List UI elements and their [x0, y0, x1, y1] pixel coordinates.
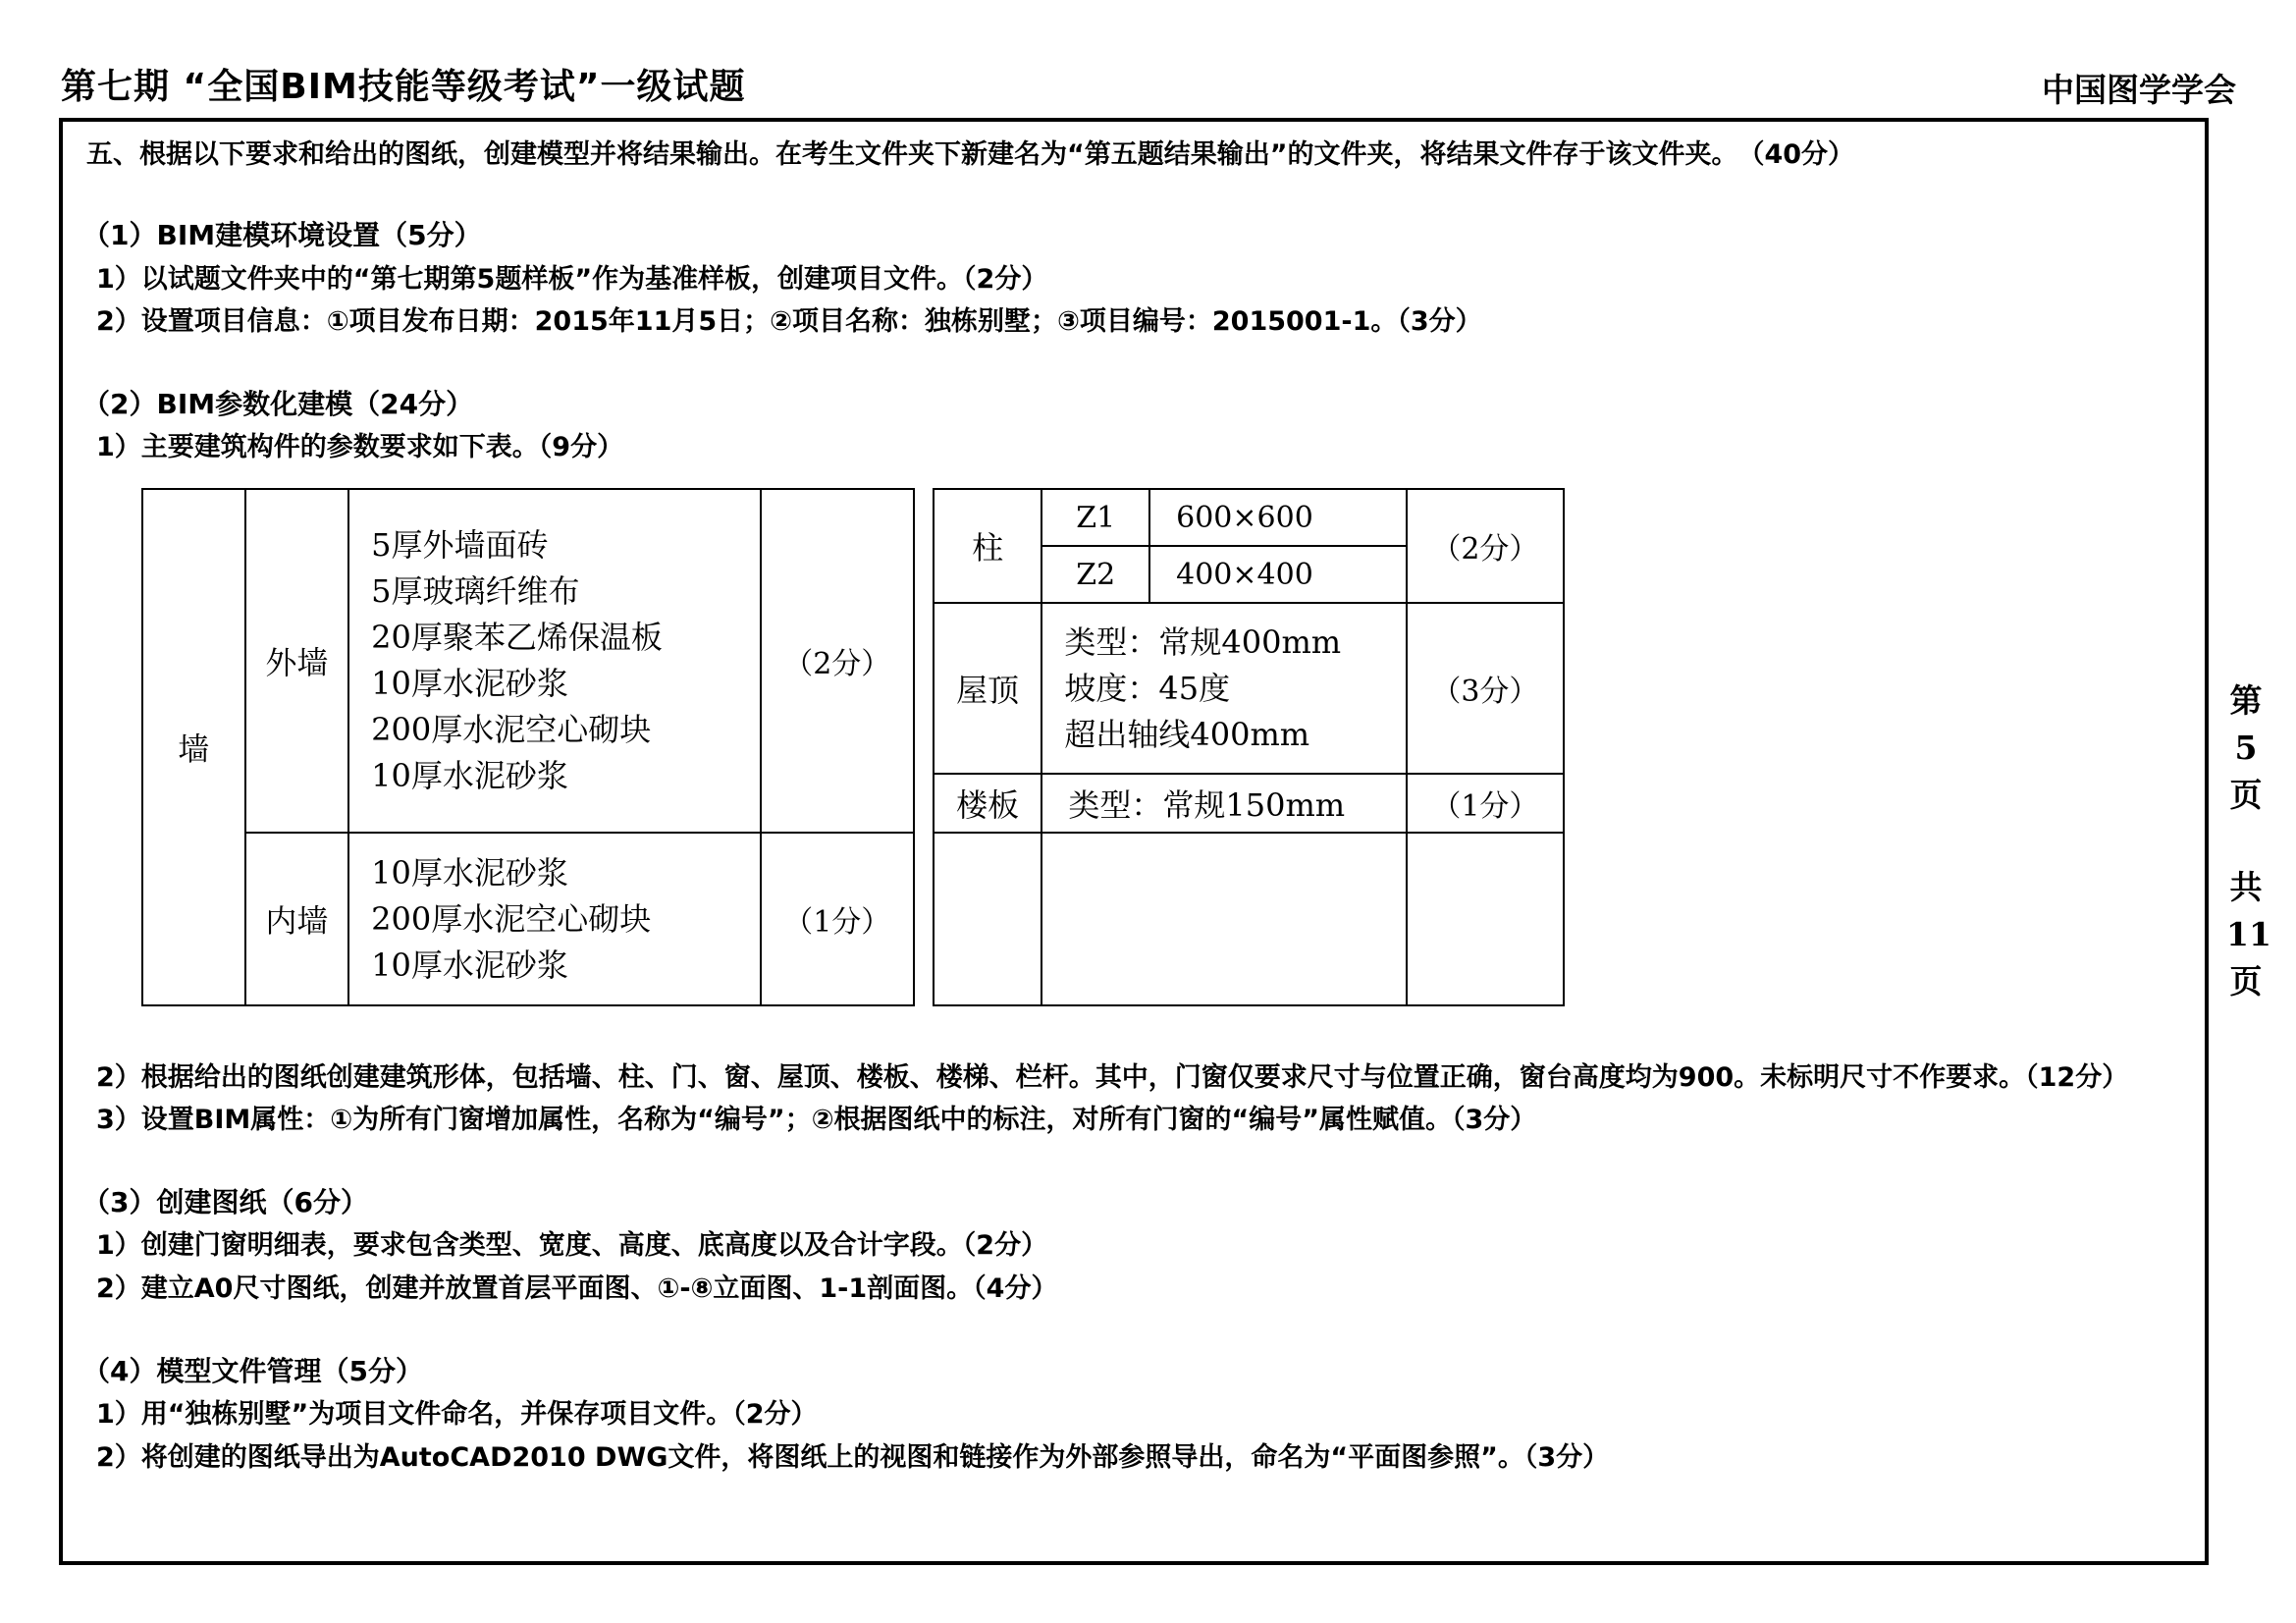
column-z2-name: Z2: [1041, 546, 1149, 603]
floor-params: 类型：常规150mm: [1041, 774, 1406, 833]
column-z2-size: 400×400: [1149, 546, 1407, 603]
wall-layer: 10厚水泥砂浆: [371, 853, 568, 892]
wall-layer: 5厚外墙面砖: [371, 526, 549, 564]
page-char: 5: [2234, 729, 2258, 767]
outer-wall-score: （2分）: [761, 489, 914, 833]
roof-param: 类型：常规400mm: [1064, 622, 1342, 661]
wall-group-label: 墙: [142, 489, 245, 1005]
roof-label: 屋顶: [934, 603, 1041, 774]
outer-wall-layers: [348, 489, 760, 833]
section-4-item: 1）用“独栋别墅”为项目文件命名，并保存项目文件。（2分）: [96, 1399, 818, 1430]
roof-param: 坡度：45度: [1064, 669, 1231, 707]
section-2-item: 1）主要建筑构件的参数要求如下表。（9分）: [96, 432, 624, 462]
organization-name: 中国图学学会: [2042, 71, 2236, 109]
column-score: （2分）: [1407, 489, 1564, 603]
section-4-item: 2）将创建的图纸导出为AutoCAD2010 DWG文件，将图纸上的视图和链接作为外部参照导出，命名为“平面图参照”。（3分）: [96, 1442, 1610, 1473]
wall-layer: 20厚聚苯乙烯保温板: [371, 619, 663, 656]
exam-title: 第七期 “全国BIM技能等级考试”一级试题: [61, 67, 746, 107]
inner-wall-layers: [348, 833, 760, 1005]
section-1-item: 2）设置项目信息：①项目发布日期：2015年11月5日；②项目名称：独栋别墅；③项目编号：2015001-1。（3分）: [96, 306, 1482, 337]
section-4-title: （4）模型文件管理（5分）: [82, 1355, 423, 1387]
column-z1-name: Z1: [1041, 489, 1149, 546]
section-3-item: 1）创建门窗明细表，要求包含类型、宽度、高度、底高度以及合计字段。（2分）: [96, 1230, 1048, 1261]
section-3-item: 2）建立A0尺寸图纸，创建并放置首层平面图、①-⑧立面图、1-1剖面图。（4分）: [96, 1273, 1058, 1304]
outer-wall-label: 外墙: [245, 489, 349, 833]
empty-cell: [1041, 833, 1406, 1005]
page-char: 11: [2226, 915, 2271, 953]
section-3-title: （3）创建图纸（6分）: [82, 1186, 368, 1218]
page-char: 页: [2229, 776, 2263, 814]
inner-wall-label: 内墙: [245, 833, 349, 1005]
question-intro: 五、根据以下要求和给出的图纸，创建模型并将结果输出。在考生文件夹下新建名为“第五题结果输出”的文件夹，将结果文件存于该文件夹。 （40分）: [86, 139, 1855, 170]
empty-cell: [1407, 833, 1564, 1005]
column-z1-size: 600×600: [1149, 489, 1407, 546]
section-1-title: （1）BIM建模环境设置（5分）: [82, 219, 482, 251]
roof-param: 超出轴线400mm: [1064, 715, 1310, 753]
wall-layer: 200厚水泥空心砌块: [371, 899, 652, 938]
roof-score: （3分）: [1407, 603, 1564, 774]
section-2-item: 3）设置BIM属性：①为所有门窗增加属性，名称为“编号”；②根据图纸中的标注，对所有门窗的“编号”属性赋值。（3分）: [96, 1105, 1537, 1135]
wall-layer: 10厚水泥砂浆: [371, 665, 568, 702]
wall-layer: 5厚玻璃纤维布: [371, 572, 580, 610]
wall-parameter-table: [141, 488, 915, 1006]
wall-layer: 10厚水泥砂浆: [371, 946, 568, 984]
page-char: 页: [2229, 962, 2263, 1001]
page-number-vertical: [2226, 677, 2271, 1005]
inner-wall-score: （1分）: [761, 833, 914, 1005]
page-char: 共: [2229, 868, 2263, 906]
floor-score: （1分）: [1407, 774, 1564, 833]
page-char: 第: [2229, 681, 2263, 720]
member-parameter-table: [933, 488, 1565, 1006]
roof-params: [1041, 603, 1406, 774]
section-2-title: （2）BIM参数化建模（24分）: [82, 388, 474, 420]
section-2-item: 2）根据给出的图纸创建建筑形体，包括墙、柱、门、窗、屋顶、楼板、楼梯、栏杆。其中，门窗仅要求尺寸与位置正确，窗台高度均为900。未标明尺寸不作要求。（12分）: [96, 1062, 2129, 1093]
wall-layer: 10厚水泥砂浆: [371, 757, 568, 794]
empty-cell: [934, 833, 1041, 1005]
column-label: 柱: [934, 489, 1041, 603]
floor-label: 楼板: [934, 774, 1041, 833]
section-1-item: 1）以试题文件夹中的“第七期第5题样板”作为基准样板，创建项目文件。（2分）: [96, 264, 1048, 295]
wall-layer: 200厚水泥空心砌块: [371, 711, 652, 748]
